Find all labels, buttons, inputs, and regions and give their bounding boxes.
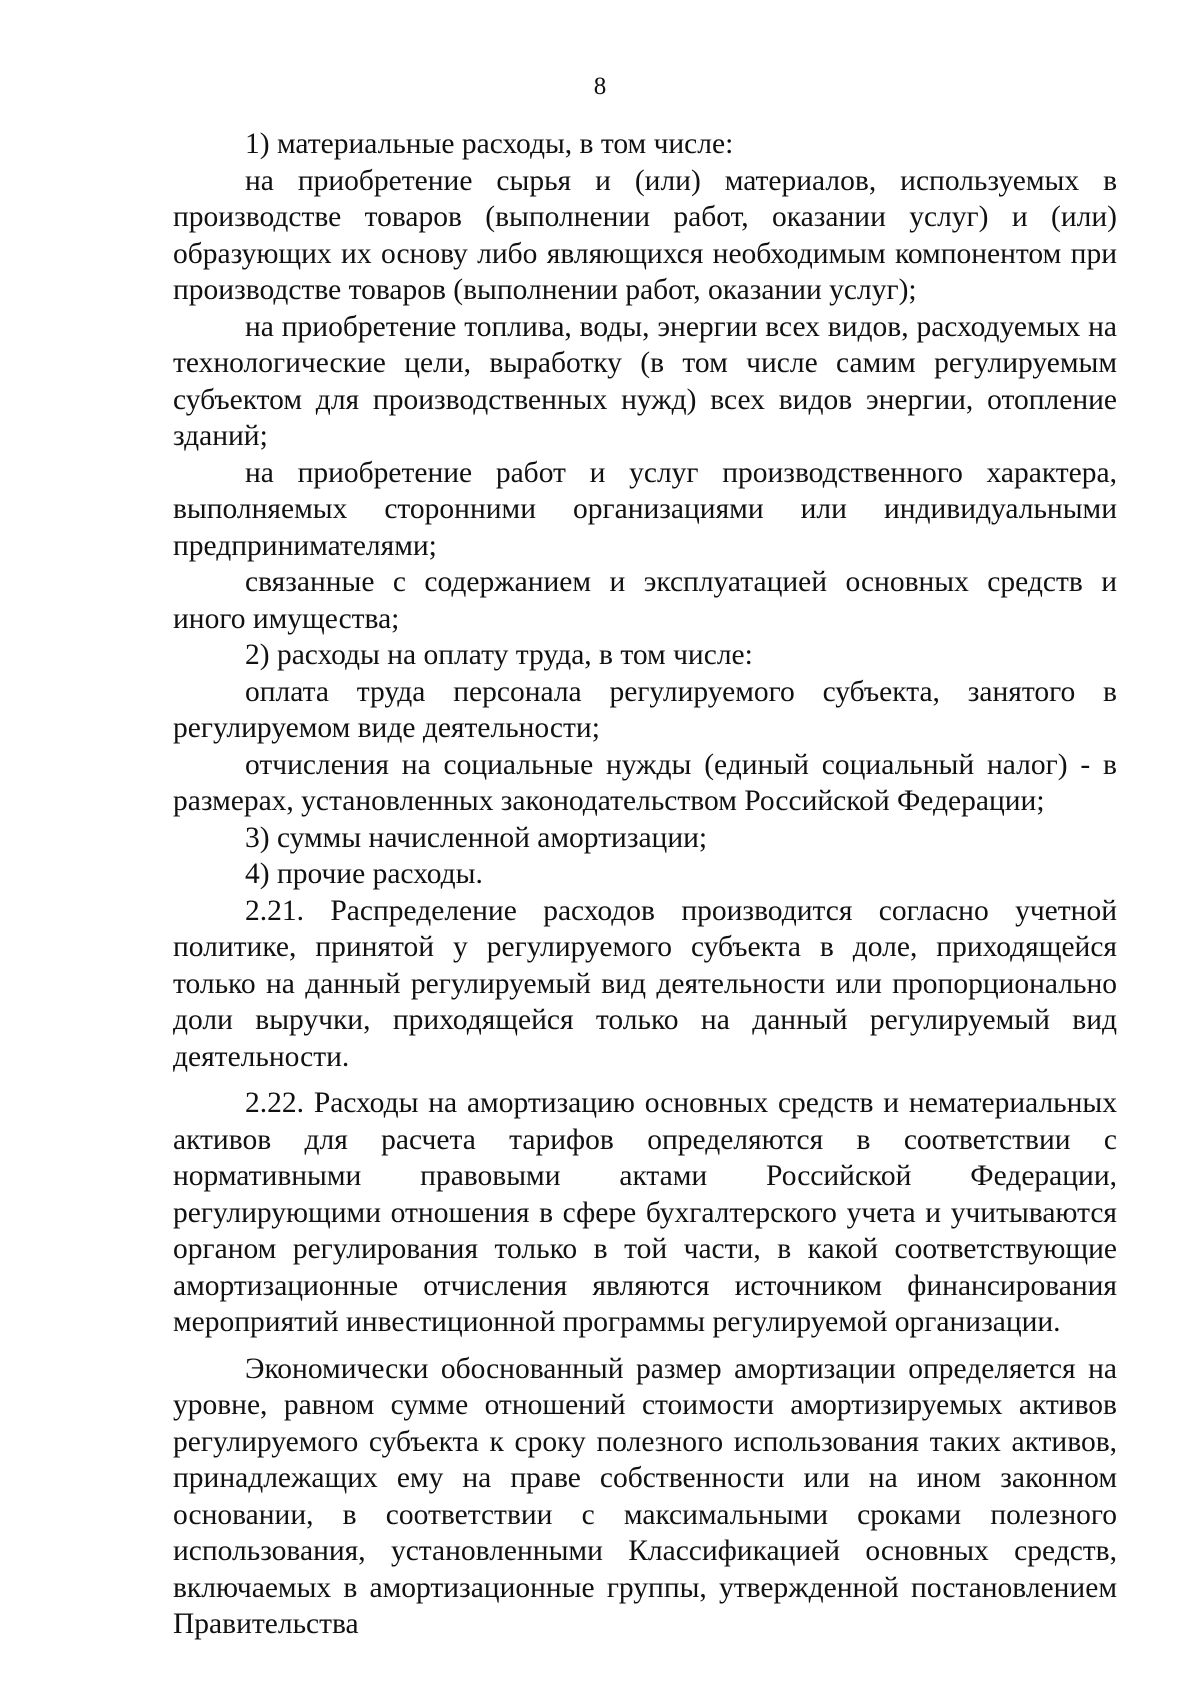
paragraph-economic-depreciation: Экономически обоснованный размер амортизации определяется на уровне, равном сумме отношений стоимости амортизируемых активов регулируемого субъекта к сроку полезного использования таких активов, принадлежащих ему на праве собственности или на ином законном основании, в соответствии с максимальными сроками полезного использования, установленными Классификацией основных средств, включаемых в амортизационные группы, утвержденной постановлением Правительства: [173, 1352, 1117, 1640]
paragraph-fixed-assets-maintenance: связанные с содержанием и эксплуатацией основных средств и иного имущества;: [173, 566, 1117, 635]
paragraph-fuel-energy: на приобретение топлива, воды, энергии всех видов, расходуемых на технологические цели, выработку (в том числе самим регулируемым субъектом для производственных нужд) всех видов энергии, отопление зданий;: [173, 310, 1117, 452]
paragraph-other-expenses: 4) прочие расходы.: [245, 858, 483, 890]
page-number: 8: [593, 73, 607, 100]
paragraph-2-22: 2.22. Расходы на амортизацию основных средств и нематериальных активов для расчета тарифов определяются в соответствии с нормативными правовыми актами Российской Федерации, регулирующими отношения в сфере бухгалтерского учета и учитываются органом регулирования только в той части, в какой соответствующие амортизационные отчисления являются источником финансирования мероприятий инвестиционной программы регулируемой организации.: [173, 1087, 1117, 1338]
document-body: [173, 126, 1117, 1643]
paragraph-labor-expenses: 2) расходы на оплату труда, в том числе:: [245, 639, 753, 671]
paragraph-material-expenses: 1) материальные расходы, в том числе:: [245, 128, 734, 160]
paragraph-staff-pay: оплата труда персонала регулируемого субъекта, занятого в регулируемом виде деятельности;: [173, 675, 1117, 744]
paragraph-2-21: 2.21. Распределение расходов производится согласно учетной политике, принятой у регулируемого субъекта в доле, приходящейся только на данный регулируемый вид деятельности или пропорционально доли выручки, приходящейся только на данный регулируемый вид деятельности.: [173, 894, 1117, 1073]
paragraph-raw-materials: на приобретение сырья и (или) материалов, используемых в производстве товаров (выполнении работ, оказании услуг) и (или) образующих их основу либо являющихся необходимым компонентом при производстве товаров (выполнении работ, оказании услуг);: [173, 164, 1117, 306]
paragraph-depreciation-sums: 3) суммы начисленной амортизации;: [245, 821, 708, 854]
paragraph-social-tax: отчисления на социальные нужды (единый социальный налог) - в размерах, установленных законодательством Российской Федерации;: [173, 748, 1117, 817]
paragraph-third-party-services: на приобретение работ и услуг производственного характера, выполняемых сторонними организациями или индивидуальными предпринимателями;: [173, 456, 1117, 562]
